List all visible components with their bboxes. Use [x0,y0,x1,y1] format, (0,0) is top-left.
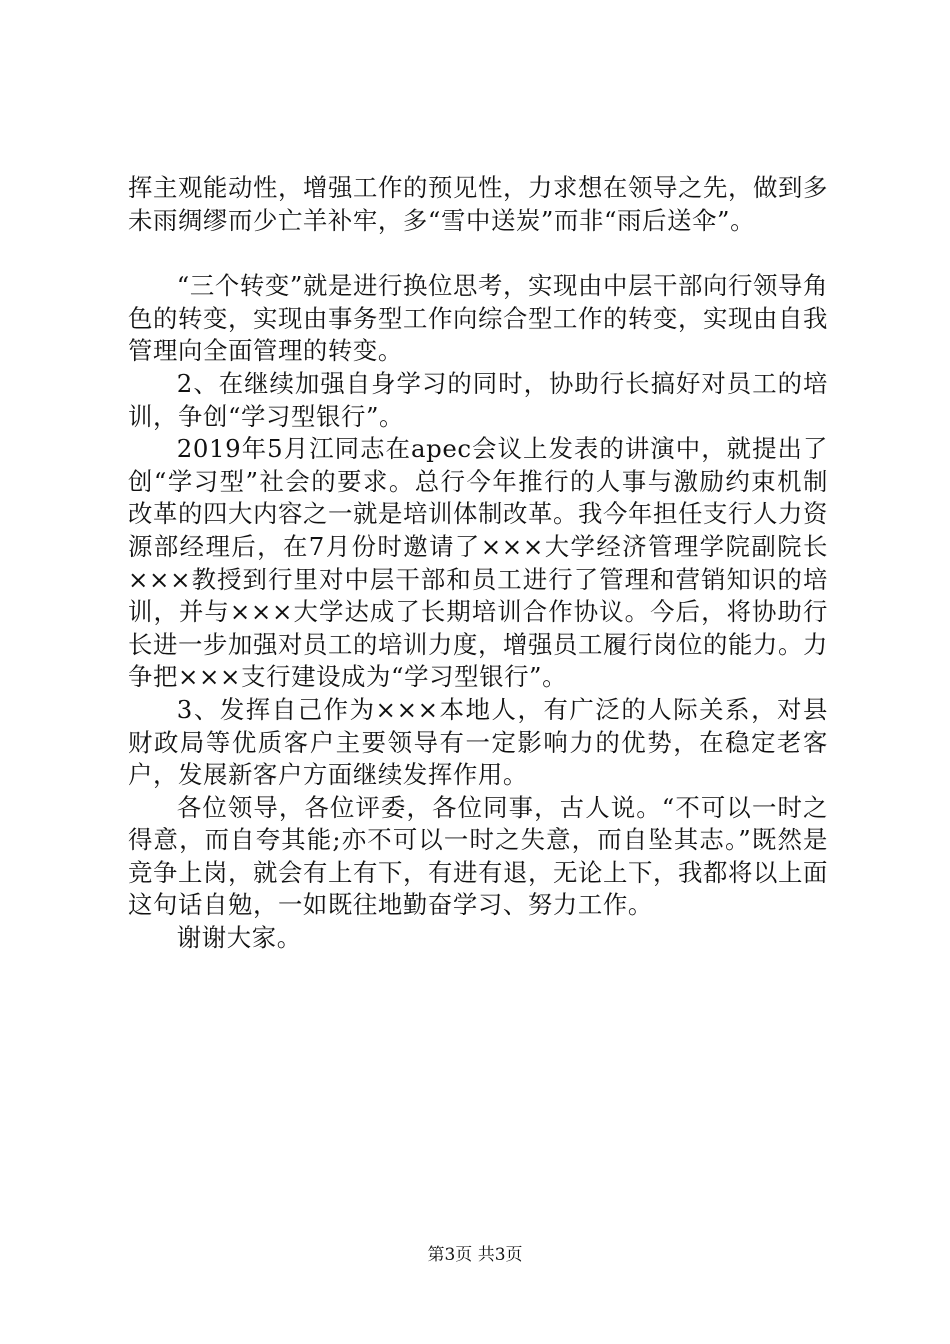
paragraph-three-transformations: “三个转变”就是进行换位思考，实现由中层干部向行领导角色的转变，实现由事务型工作向综合型工作的转变，实现由自我管理向全面管理的转变。 [128,271,828,366]
paragraph-item-2: 2、在继续加强自身学习的同时，协助行长搞好对员工的培训，争创“学习型银行”。 [128,368,828,431]
document-body [128,172,828,955]
paragraph-closing-remarks: 各位领导，各位评委，各位同事，古人说。“不可以一时之得意，而自夸其能;亦不可以一时之失意，而自坠其志。”既然是竞争上岗，就会有上有下，有进有退，无论上下，我都将以上面这句话自勉，一如既往地勤奋学习、努力工作。 [128,792,828,920]
page-number-footer: 第3页 共3页 [427,1245,523,1265]
paragraph-continuation: 挥主观能动性，增强工作的预见性，力求想在领导之先，做到多未雨绸缪而少亡羊补牢，多“雪中送炭”而非“雨后送伞”。 [128,173,828,235]
paragraph-item-3: 3、发挥自己作为×××本地人，有广泛的人际关系，对县财政局等优质客户主要领导有一定影响力的优势，在稳定老客户，发展新客户方面继续发挥作用。 [128,694,828,790]
paragraph-learning-bank: 2019年5月江同志在apec会议上发表的讲演中，就提出了创“学习型”社会的要求。总行今年推行的人事与激励约束机制改革的四大内容之一就是培训体制改革。我今年担任支行人力资源部经理后，在7月份时邀请了×××大学经济管理学院副院长×××教授到行里对中层干部和员工进行了管理和营销知识的培训，并与×××大学达成了长期培训合作协议。今后，将协助行长进一步加强对员工的培训力度，增强员工履行岗位的能力。力争把×××支行建设成为“学习型银行”。 [128,434,828,692]
paragraph-thanks: 谢谢大家。 [176,923,302,953]
